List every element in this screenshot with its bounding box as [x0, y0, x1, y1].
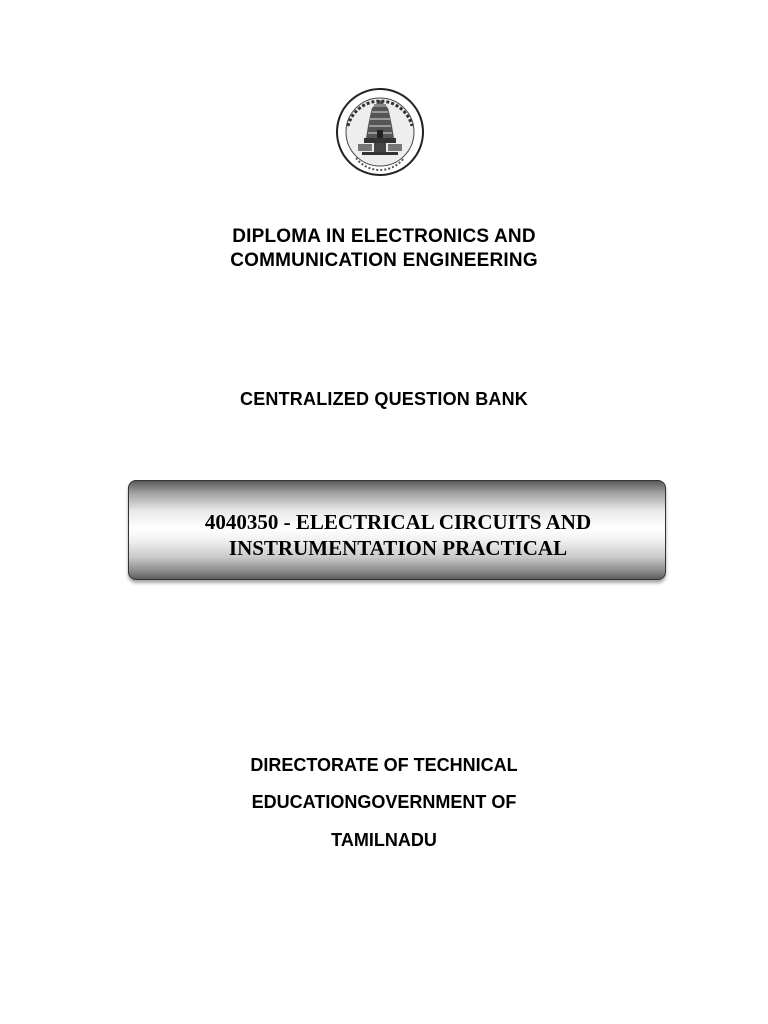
degree-title-line1: DIPLOMA IN ELECTRONICS AND — [232, 226, 536, 247]
subject-banner — [128, 480, 666, 580]
subject-title-line1: 4040350 - ELECTRICAL CIRCUITS AND — [204, 510, 592, 534]
issuer-line3: TAMILNADU — [331, 830, 437, 850]
tamilnadu-emblem-icon — [334, 86, 426, 178]
issuer-line1: DIRECTORATE OF TECHNICAL — [250, 755, 518, 775]
question-bank-label: CENTRALIZED QUESTION BANK — [240, 389, 528, 409]
issuer-line2: EDUCATIONGOVERNMENT OF — [251, 792, 517, 812]
degree-title-line2: COMMUNICATION ENGINEERING — [230, 250, 538, 271]
subject-title-line2: INSTRUMENTATION PRACTICAL — [228, 536, 568, 560]
